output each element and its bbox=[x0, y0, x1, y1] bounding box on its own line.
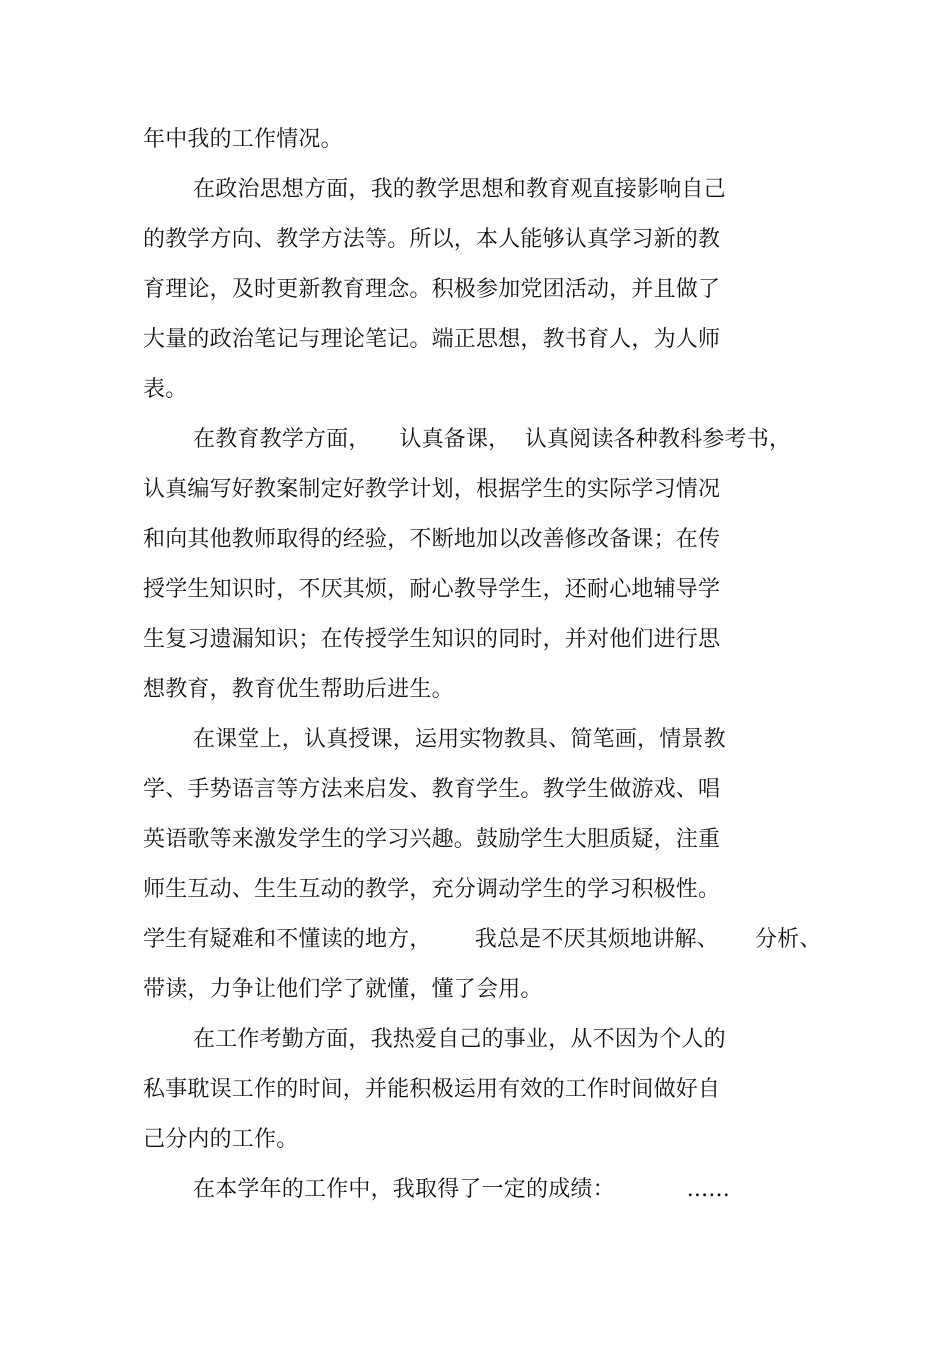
text-line-17: 学生有疑难和不懂读的地方， 我总是不厌其烦地讲解、 分析、 bbox=[143, 927, 822, 952]
text-line-16: 师生互动、生生互动的教学，充分调动学生的学习积极性。 bbox=[143, 877, 721, 902]
text-line-6: 表。 bbox=[143, 377, 188, 402]
text-line-1: 年中我的工作情况。 bbox=[143, 127, 343, 152]
text-line-9: 和向其他教师取得的经验，不断地加以改善修改备课；在传 bbox=[143, 527, 721, 552]
text-line-18: 带读，力争让他们学了就懂，懂了会用。 bbox=[143, 977, 543, 1002]
text-line-3: 的教学方向、教学方法等。所以，本人能够认真学习新的教 bbox=[143, 227, 721, 252]
text-line-2: 在政治思想方面，我的教学思想和教育观直接影响自己 bbox=[193, 177, 726, 202]
text-line-22: 在本学年的工作中，我取得了一定的成绩： ...... bbox=[193, 1177, 730, 1202]
text-line-12: 想教育，教育优生帮助后进生。 bbox=[143, 677, 454, 702]
text-line-7: 在教育教学方面， 认真备课， 认真阅读各种教科参考书， bbox=[193, 427, 792, 452]
text-line-15: 英语歌等来激发学生的学习兴趣。鼓励学生大胆质疑，注重 bbox=[143, 827, 721, 852]
text-line-5: 大量的政治笔记与理论笔记。端正思想，教书育人，为人师 bbox=[143, 327, 721, 352]
text-line-13: 在课堂上，认真授课，运用实物教具、简笔画，情景教 bbox=[193, 727, 726, 752]
text-line-14: 学、手势语言等方法来启发、教育学生。教学生做游戏、唱 bbox=[143, 777, 721, 802]
text-line-19: 在工作考勤方面，我热爱自己的事业，从不因为个人的 bbox=[193, 1027, 726, 1052]
text-line-8: 认真编写好教案制定好教学计划，根据学生的实际学习情况 bbox=[143, 477, 721, 502]
text-line-10: 授学生知识时，不厌其烦，耐心教导学生，还耐心地辅导学 bbox=[143, 577, 721, 602]
text-line-20: 私事耽误工作的时间，并能积极运用有效的工作时间做好自 bbox=[143, 1077, 721, 1102]
text-line-11: 生复习遗漏知识；在传授学生知识的同时，并对他们进行思 bbox=[143, 627, 721, 652]
text-line-4: 育理论，及时更新教育理念。积极参加党团活动，并且做了 bbox=[143, 277, 721, 302]
text-line-21: 己分内的工作。 bbox=[143, 1127, 299, 1152]
